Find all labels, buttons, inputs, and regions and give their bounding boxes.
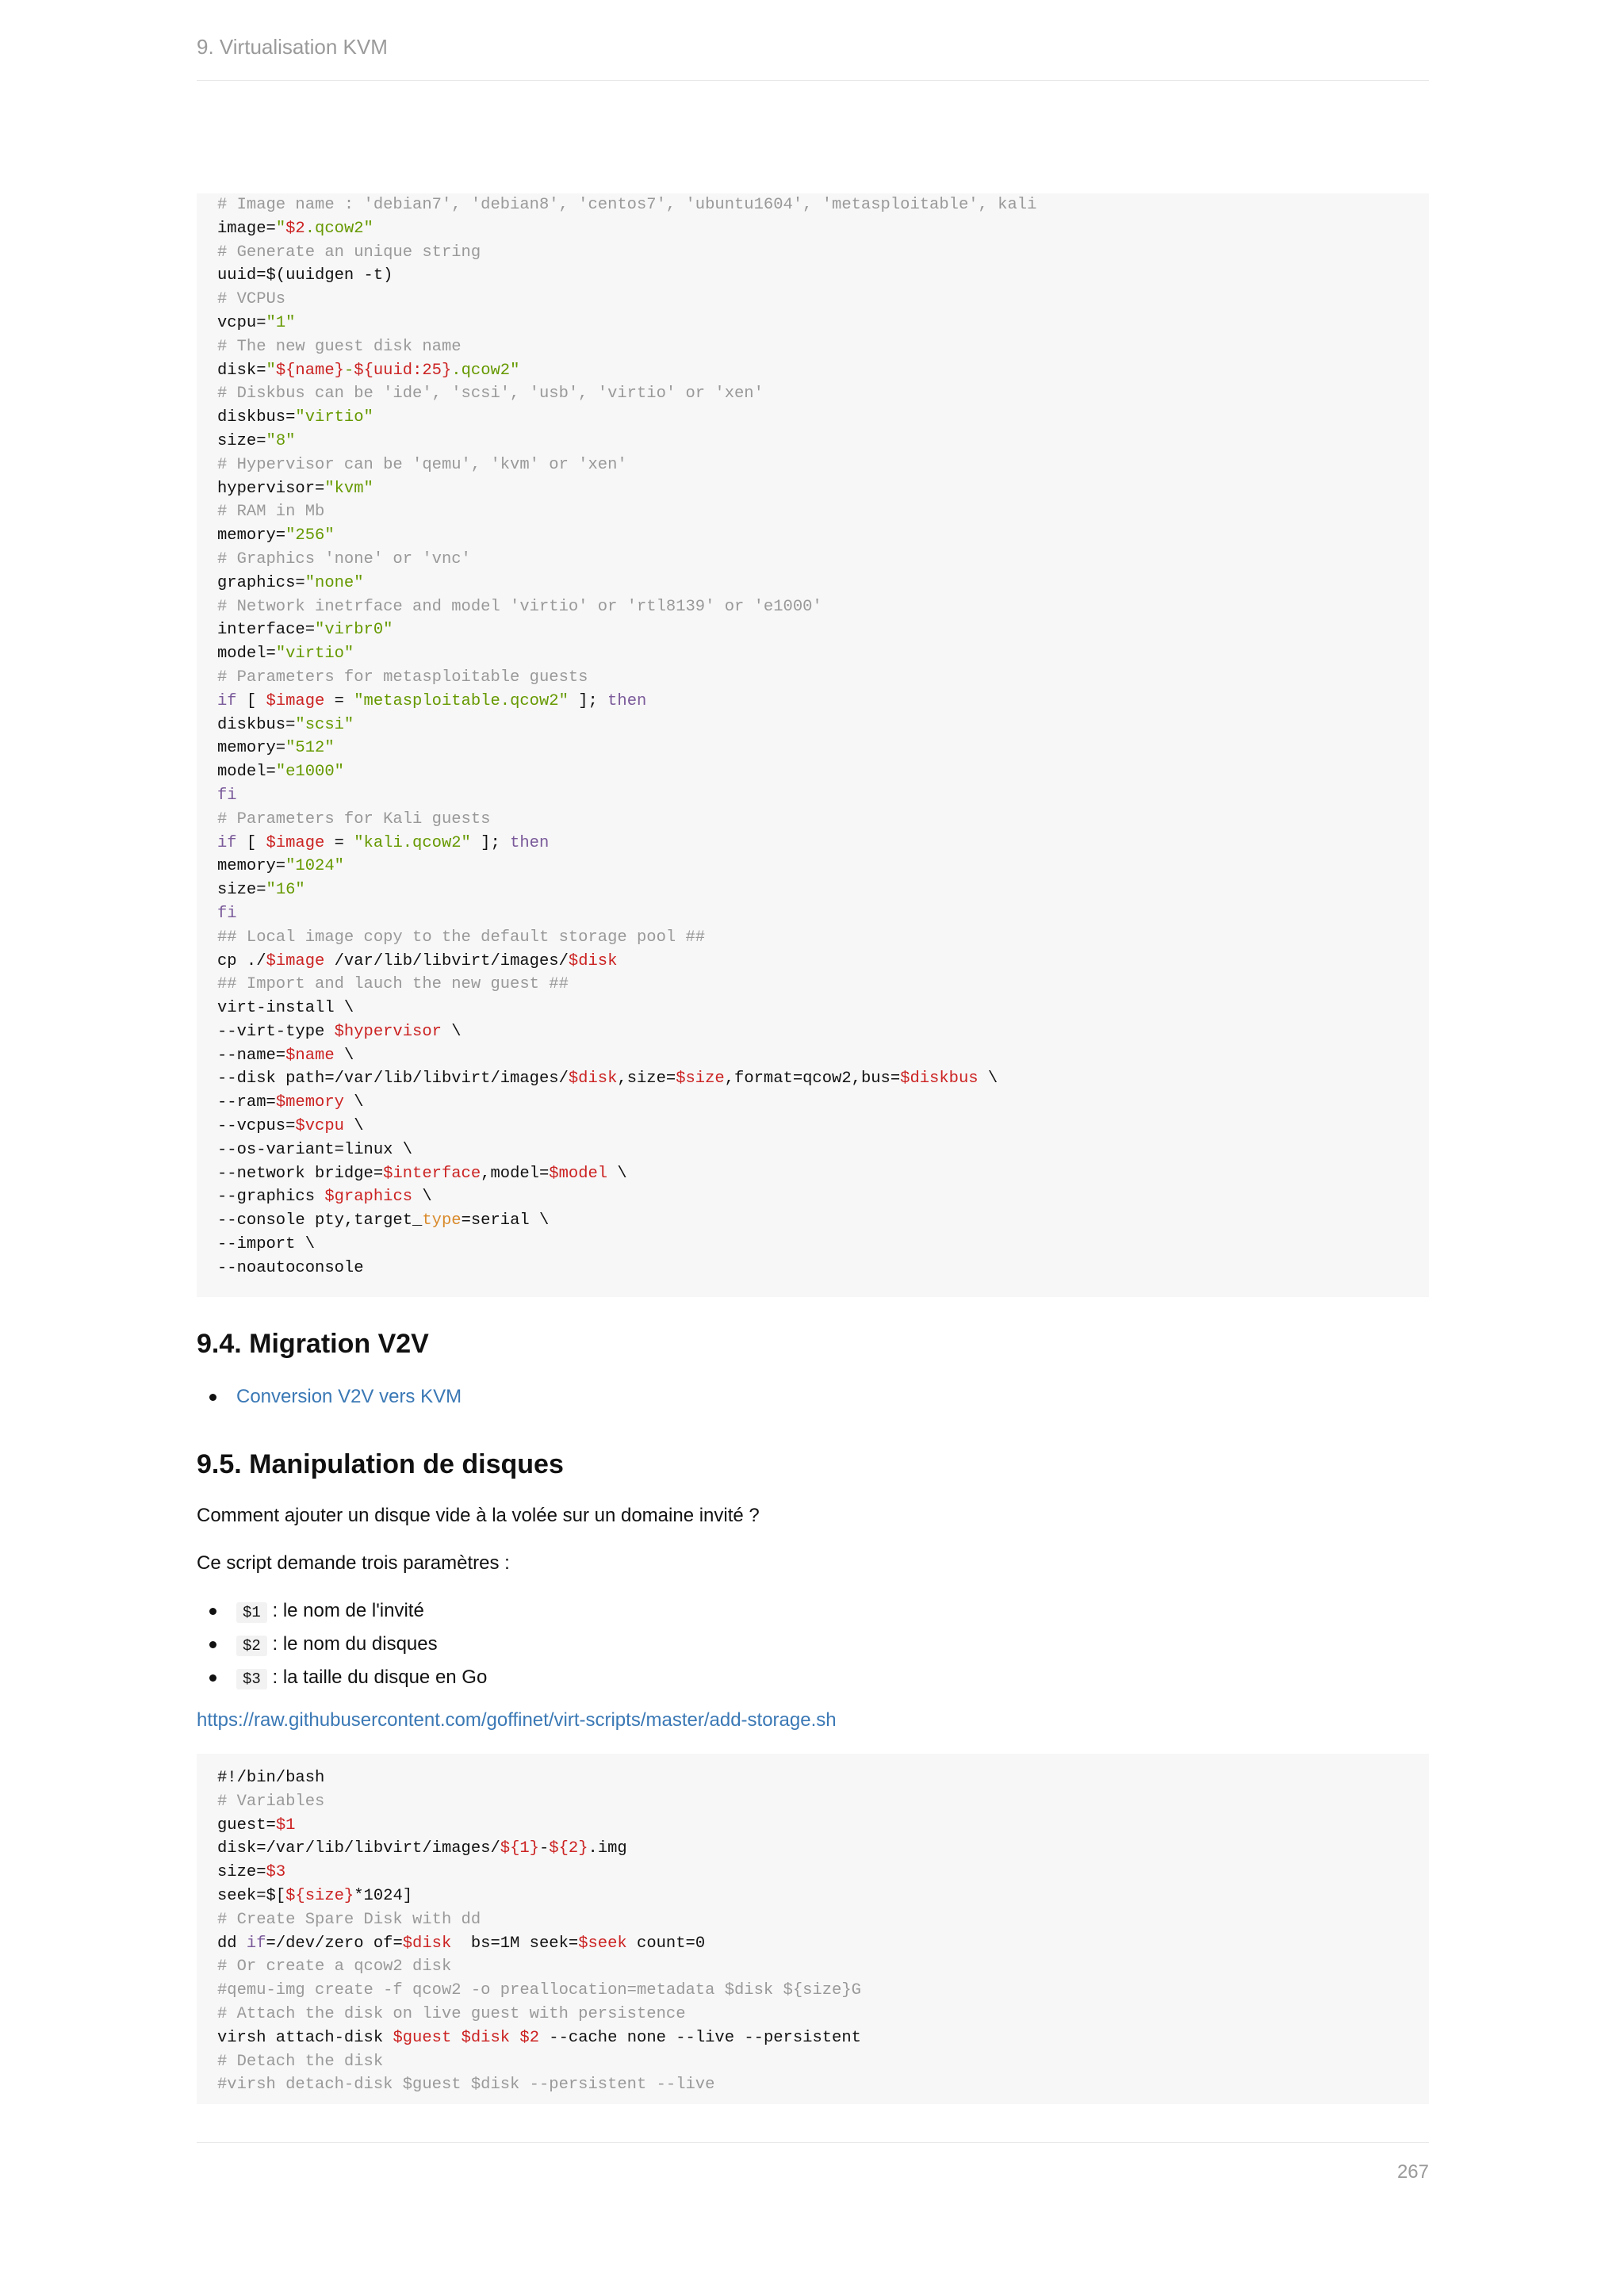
code-token: $image — [266, 951, 325, 970]
code-token: \ — [441, 1022, 462, 1041]
code-line — [217, 432, 295, 450]
code-line — [217, 1165, 627, 1183]
header-divider — [197, 80, 1429, 81]
code-line — [217, 266, 393, 285]
code-token: virt-install \ — [217, 999, 354, 1018]
code-token: "16" — [266, 881, 305, 900]
code-token: # Generate an unique string — [217, 243, 481, 262]
code-token: bs=1M seek= — [451, 1934, 579, 1953]
code-token: #qemu-img create -f qcow2 -o preallocation=metadata $disk ${size}G — [217, 1981, 861, 2000]
code-token: [ — [236, 833, 266, 852]
code-line — [217, 1117, 364, 1135]
link-add-storage-script[interactable]: https://raw.githubusercontent.com/goffinet/virt-scripts/master/add-storage.sh — [197, 1709, 837, 1731]
code-token: " — [275, 219, 286, 238]
code-token: $disk — [568, 951, 618, 970]
code-line — [217, 1070, 998, 1088]
section-title-migration: 9.4. Migration V2V — [197, 1329, 429, 1359]
code-token: $seek — [578, 1934, 627, 1953]
code-token: if — [217, 833, 237, 852]
code-line — [217, 739, 335, 757]
code-token: --os-variant=linux \ — [217, 1140, 413, 1159]
code-token: --vcpus= — [217, 1117, 296, 1136]
code-token: $memory — [275, 1093, 344, 1112]
code-line — [217, 2076, 714, 2094]
intro-paragraph: Comment ajouter un disque vide à la volée sur un domaine invité ? — [197, 1505, 760, 1526]
code-line — [217, 1141, 412, 1159]
code-token: "none" — [304, 573, 364, 592]
code-line — [217, 1957, 451, 1976]
code-line — [217, 999, 354, 1017]
code-token: ,format=qcow2,bus= — [724, 1070, 901, 1089]
code-block-create-vm — [197, 193, 1429, 1297]
code-token: diskbus= — [217, 408, 296, 427]
code-line — [217, 834, 549, 852]
code-line — [217, 550, 471, 568]
code-token: hypervisor= — [217, 479, 325, 498]
code-line — [217, 220, 373, 238]
code-token: # Network inetrface and model 'virtio' or 'rtl8139' or 'e1000' — [217, 597, 822, 616]
code-token: # Image name : 'debian7', 'debian8', 'centos7', 'ubuntu1604', 'metasploitable', kali — [217, 196, 1037, 214]
code-token: \ — [343, 1093, 364, 1112]
code-token: --disk path=/var/lib/libvirt/images/ — [217, 1070, 569, 1089]
code-line — [217, 881, 305, 899]
migration-links — [197, 1381, 462, 1413]
code-token: "kvm" — [324, 479, 373, 498]
code-token: $disk — [568, 1070, 618, 1089]
code-token: .qcow2" — [451, 361, 520, 380]
code-token: $graphics — [324, 1188, 413, 1207]
code-token: then — [510, 833, 550, 852]
code-token: .qcow2" — [304, 219, 373, 238]
code-token: if — [246, 1934, 266, 1953]
code-token: --noautoconsole — [217, 1258, 364, 1277]
code-token: # Parameters for Kali guests — [217, 809, 491, 828]
code-token: # Variables — [217, 1792, 325, 1811]
code-token: uuid=$(uuidgen -t) — [217, 266, 393, 285]
code-line — [217, 952, 617, 970]
code-token: $2 — [285, 219, 305, 238]
code-token: ${uuid:25} — [354, 361, 452, 380]
code-line — [217, 196, 1036, 214]
code-line — [217, 645, 354, 663]
code-line — [217, 1188, 432, 1206]
code-line — [217, 1839, 627, 1858]
code-token: count=0 — [626, 1934, 706, 1953]
code-line — [217, 692, 646, 710]
code-token: \ — [978, 1070, 998, 1089]
code-line — [217, 1793, 324, 1811]
code-token: ## Local image copy to the default storage pool ## — [217, 928, 706, 947]
code-token: \ — [412, 1188, 432, 1207]
code-token: $image — [266, 833, 325, 852]
code-token: fi — [217, 786, 237, 805]
code-line — [217, 1816, 295, 1835]
code-token: vcpu= — [217, 313, 266, 332]
code-block-add-storage — [197, 1754, 1429, 2104]
code-token: "metasploitable.qcow2" — [354, 691, 569, 710]
code-token: seek=$[ — [217, 1886, 286, 1905]
code-token — [510, 2029, 519, 2047]
code-token: $1 — [275, 1816, 296, 1835]
code-token: "1024" — [285, 857, 344, 876]
code-token: guest= — [217, 1816, 276, 1835]
code-token: ${name} — [275, 361, 344, 380]
code-token: if — [217, 691, 237, 710]
code-token: image= — [217, 219, 276, 238]
code-token: - — [538, 1839, 550, 1858]
list-item — [197, 1662, 487, 1695]
code-token: "512" — [285, 739, 335, 758]
code-line — [217, 456, 627, 474]
code-line — [217, 1047, 354, 1065]
code-line — [217, 1093, 364, 1112]
code-token: #virsh detach-disk $guest $disk --persistent --live — [217, 2076, 715, 2095]
code-line — [217, 928, 705, 947]
code-token: memory= — [217, 739, 286, 758]
code-token: size= — [217, 431, 266, 450]
code-token: /var/lib/libvirt/images/ — [324, 951, 569, 970]
param-text: : le nom du disques — [266, 1633, 438, 1655]
code-token: $disk — [402, 1934, 452, 1953]
code-line — [217, 1863, 285, 1881]
code-token: $image — [266, 691, 325, 710]
code-token: ]; — [568, 691, 608, 710]
code-token: \ — [334, 1046, 354, 1065]
code-line — [217, 2029, 861, 2047]
code-line — [217, 1259, 364, 1277]
script-parameters-list — [197, 1595, 487, 1695]
code-token: # Create Spare Disk with dd — [217, 1910, 481, 1929]
code-line — [217, 810, 490, 828]
code-token: "virtio" — [295, 408, 373, 427]
code-line — [217, 362, 519, 380]
code-token: \ — [343, 1117, 364, 1136]
code-token: $vcpu — [295, 1117, 344, 1136]
code-line — [217, 1934, 705, 1953]
code-line — [217, 857, 344, 875]
code-line — [217, 716, 354, 734]
code-line — [217, 480, 373, 498]
code-token: --cache none --live --persistent — [539, 2028, 861, 2047]
code-line — [217, 243, 481, 262]
code-token: =/dev/zero of= — [266, 1934, 403, 1953]
code-token: --import \ — [217, 1235, 316, 1254]
code-line — [217, 763, 344, 781]
code-line — [217, 338, 462, 356]
code-token: = — [324, 833, 354, 852]
code-token: then — [607, 691, 647, 710]
code-token: dd — [217, 1934, 247, 1953]
code-token: # Hypervisor can be 'qemu', 'kvm' or 'xen' — [217, 455, 627, 474]
code-token: size= — [217, 881, 266, 900]
code-token: # RAM in Mb — [217, 503, 325, 522]
code-line — [217, 2005, 686, 2023]
code-line — [217, 1911, 481, 1929]
code-token: # The new guest disk name — [217, 337, 462, 356]
code-token: --name= — [217, 1046, 286, 1065]
code-token: ${size} — [285, 1886, 354, 1905]
list-item — [197, 1595, 487, 1628]
code-token: - — [343, 361, 354, 380]
param-text: : le nom de l'invité — [266, 1600, 424, 1621]
code-token: ${2} — [549, 1839, 588, 1858]
code-line — [217, 2053, 383, 2071]
code-token: $model — [549, 1164, 608, 1183]
code-line — [217, 975, 569, 993]
code-token: *1024] — [354, 1886, 413, 1905]
code-line — [217, 1211, 549, 1230]
code-line — [217, 1769, 324, 1787]
code-token: --graphics — [217, 1188, 325, 1207]
code-token: $2 — [519, 2028, 539, 2047]
code-line — [217, 1023, 462, 1041]
code-token: disk= — [217, 361, 266, 380]
code-token: "virbr0" — [315, 621, 393, 640]
link-conversion-v2v[interactable]: Conversion V2V vers KVM — [236, 1386, 462, 1407]
code-token: # Diskbus can be 'ide', 'scsi', 'usb', 'virtio' or 'xen' — [217, 385, 764, 404]
code-token: model= — [217, 645, 276, 664]
code-token: # VCPUs — [217, 290, 286, 309]
code-token: "scsi" — [295, 715, 354, 734]
code-token: memory= — [217, 526, 286, 545]
code-token: --virt-type — [217, 1022, 335, 1041]
code-token: "8" — [266, 431, 296, 450]
code-token: disk=/var/lib/libvirt/images/ — [217, 1839, 500, 1858]
code-token: # Or create a qcow2 disk — [217, 1957, 452, 1976]
code-token: interface= — [217, 621, 316, 640]
code-token: .img — [588, 1839, 627, 1858]
code-line — [217, 574, 364, 592]
code-token: model= — [217, 763, 276, 782]
param-code: $1 — [236, 1602, 267, 1623]
code-token: #!/bin/bash — [217, 1769, 325, 1787]
code-token: --console pty,target_ — [217, 1211, 423, 1230]
code-line — [217, 1235, 315, 1253]
code-line — [217, 786, 237, 805]
footer-divider — [197, 2142, 1429, 2143]
code-line — [217, 905, 237, 923]
code-token: # Graphics 'none' or 'vnc' — [217, 549, 471, 568]
param-code: $3 — [236, 1669, 267, 1689]
code-token — [451, 2029, 461, 2047]
code-token: memory= — [217, 857, 286, 876]
section-title-disks: 9.5. Manipulation de disques — [197, 1449, 564, 1479]
code-token: "kali.qcow2" — [354, 833, 471, 852]
code-token: ]; — [470, 833, 511, 852]
code-line — [217, 314, 295, 332]
code-token: =serial \ — [461, 1211, 550, 1230]
code-line — [217, 290, 285, 308]
code-line — [217, 1887, 412, 1905]
code-token: diskbus= — [217, 715, 296, 734]
code-token: --network bridge= — [217, 1164, 384, 1183]
code-token: ## Import and lauch the new guest ## — [217, 975, 569, 994]
code-token: " — [266, 361, 276, 380]
code-token: size= — [217, 1863, 266, 1882]
code-token: virsh attach-disk — [217, 2028, 393, 2047]
code-token: $guest — [393, 2028, 452, 2047]
code-line — [217, 503, 324, 521]
param-code: $2 — [236, 1636, 267, 1656]
code-line — [217, 1981, 861, 1999]
param-text: : la taille du disque en Go — [266, 1667, 488, 1688]
code-line — [217, 526, 335, 545]
code-token: $3 — [266, 1863, 286, 1882]
code-token: $hypervisor — [334, 1022, 442, 1041]
code-token: "1" — [266, 313, 296, 332]
list-item — [197, 1381, 462, 1413]
code-line — [217, 621, 393, 639]
list-item — [197, 1628, 487, 1662]
script-url-paragraph — [197, 1709, 837, 1732]
code-token: ${1} — [500, 1839, 539, 1858]
code-token: = — [324, 691, 354, 710]
code-token: "256" — [285, 526, 335, 545]
running-header: 9. Virtualisation KVM — [197, 35, 388, 59]
code-line — [217, 668, 588, 687]
code-token: fi — [217, 904, 237, 923]
code-token: "e1000" — [275, 763, 344, 782]
code-token: \ — [607, 1164, 627, 1183]
code-token: $size — [676, 1070, 725, 1089]
code-line — [217, 385, 764, 403]
code-token: "virtio" — [275, 645, 354, 664]
code-token: graphics= — [217, 573, 305, 592]
code-token: [ — [236, 691, 266, 710]
code-token: $disk — [461, 2028, 511, 2047]
code-token: ,size= — [617, 1070, 676, 1089]
code-token: # Parameters for metasploitable guests — [217, 668, 588, 687]
code-token: $name — [285, 1046, 335, 1065]
code-token: # Detach the disk — [217, 2052, 384, 2071]
code-token: $diskbus — [900, 1070, 979, 1089]
code-token: ,model= — [481, 1164, 550, 1183]
params-intro-paragraph: Ce script demande trois paramètres : — [197, 1552, 510, 1574]
code-token: # Attach the disk on live guest with persistence — [217, 2004, 686, 2023]
code-token: cp ./ — [217, 951, 266, 970]
code-token: --ram= — [217, 1093, 276, 1112]
code-line — [217, 408, 373, 427]
page-number: 267 — [1396, 2161, 1429, 2183]
code-line — [217, 598, 822, 616]
code-token: type — [422, 1211, 462, 1230]
code-token: $interface — [383, 1164, 481, 1183]
